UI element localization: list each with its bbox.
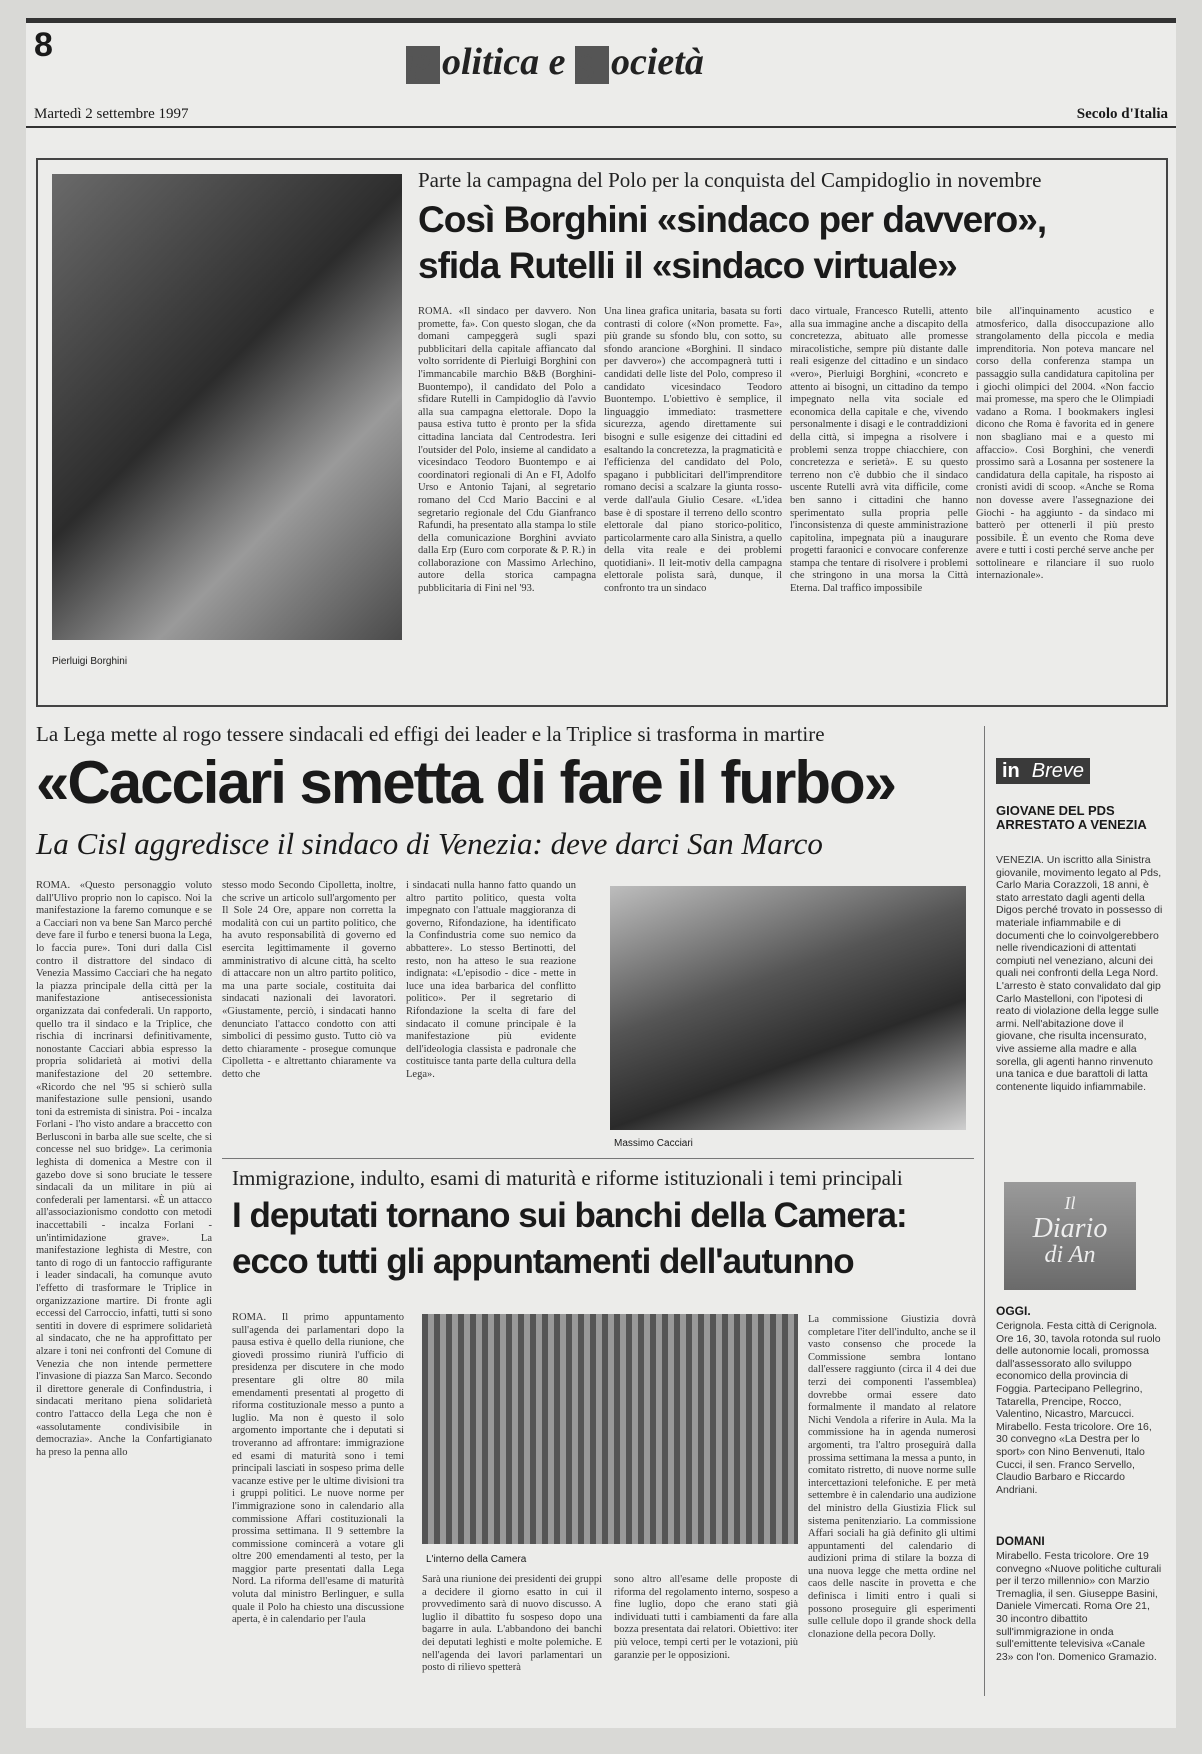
cacciari-photo-caption: Massimo Cacciari	[614, 1138, 693, 1149]
diario-today-text: Cerignola. Festa città di Cerignola. Ore 16, 30, tavola rotonda sul ruolo delle autonomie locali, promossa dall'assessorato allo sviluppo economico della provincia di Foggia. Partecipano Pellegrino, Tatarella, Prencipe, Rocco, Valentino, Nicastro, Marcucci. Mirabello. Festa tricolore. Ore 16, 30 convegno «La Destra per lo sport» con Nino Benvenuti, Italo Cucci, il sen. Franco Servello, Claudio Barbaro e Riccardo Andriani.	[996, 1320, 1161, 1496]
diario-tomorrow-text: Mirabello. Festa tricolore. Ore 19 convegno «Nuove politiche culturali per il terzo millennio» con Marzio Tremaglia, il sen. Giuseppe Basini, Daniele Vimercati. Roma Ore 21, 30 incontro dibattito sull'immigrazione in onda sull'emittente televisiva «Canale 23» con l'on. Domenico Gramazio.	[996, 1550, 1162, 1663]
borghini-photo-caption: Pierluigi Borghini	[52, 656, 128, 667]
diario-today-label: OGGI.	[996, 1304, 1031, 1318]
camera-photo-caption: L'interno della Camera	[426, 1554, 527, 1565]
diario-tomorrow-label: DOMANI	[996, 1534, 1045, 1548]
in-breve-logo-breve: Breve	[1026, 758, 1090, 784]
camera-kicker: Immigrazione, indulto, esami di maturità e riforme istituzionali i temi principali	[232, 1166, 903, 1190]
brief-body: VENEZIA. Un iscritto alla Sinistra giovanile, movimento legato al Pds, Carlo Maria Corazzoli, 18 anni, è stato arrestato dagli agenti della Digos perché trovato in possesso di materiale infiammabile e di documenti che lo coinvolgerebbero nelle rivendicazioni di attentati compiuti nel veneziano, alcuni dei quali nei confronti della Lega Nord. L'arresto è stato convalidato dal gip Carlo Mastelloni, con l'ipotesi di reato di violazione della legge sulle armi. Nell'abitazione dove il giovane, che risulta incensurato, vive assieme alla madre e alla sorella, gli agenti hanno rinvenuto una tanica e due barattoli di latta contenente liquido infiammabile.	[996, 854, 1163, 1093]
cacciari-subhead: La Cisl aggredisce il sindaco di Venezia: deve darci San Marco	[36, 826, 823, 861]
camera-headline-line1: I deputati tornano sui banchi della Camera:	[232, 1196, 907, 1235]
article-borghini-box	[36, 158, 1168, 707]
diario-logo-line1: Il	[1064, 1193, 1076, 1213]
camera-column-4: La commissione Giustizia dovrà completare l'iter dell'indulto, anche se il vasto consenso che procede la Commissione sembra lontano dall'essere raggiunto (circa il 4 dei due terzi dei componenti l'assemblea) dovrebbe ormai essere dato formalmente il mandato al relatore Nichi Vendola a riferire in Aula. Ma la commissione ha in agenda numerosi argomenti, tra l'altro proseguirà dalla prossima settimana la messa a punto, in comitato ristretto, di nuove norme sulle intercettazioni telefoniche. E per metà settembre è in calendario una audizione del ministro della Giustizia Flick sul sistema penitenziario. La commissione Affari sociali ha già definito gli ultimi appuntamenti del calendario di audizioni prima di stilare la bozza di una nuova legge che metta ordine nel caos delle nascite in provetta e che definisca i limiti entro i quali si possono proseguire gli esperimenti sulle cellule dopo il grande shock della clonazione della pecora Dolly.	[808, 1314, 976, 1640]
sidebar-divider	[984, 726, 985, 1696]
cacciari-headline: «Cacciari smetta di fare il furbo»	[36, 749, 896, 816]
section-initial-s: S	[575, 46, 609, 84]
brief-headline: GIOVANE DEL PDS ARRESTATO A VENEZIA	[996, 803, 1147, 832]
borghini-column-3: daco virtuale, Francesco Rutelli, attento alla sua immagine anche a discapito della concretezza, abituato alle promesse miracolistiche, sempre più distante dalle reali esigenze del cittadino e un sindaco «vero», Pierluigi Borghini, «concreto e attento ai bisogni, un cittadino da tempo impegnato nella vita sociale ed economica della capitale e che, vivendo personalmente i disagi e le contraddizioni della città, si impegna a risolvere i problemi senza troppe chiacchiere, con concretezza e serietà». E su questo terreno non c'è dubbio che il sindaco uscente Rutelli avrà vita difficile, come ben sanno i cittadini che hanno sperimentato sulla propria pelle l'inconsistenza di queste amministrazione capitolina, impegnata più a inaugurare progetti faraonici e convocare conferenze stampa che tentare di risolvere i problemi che stringono in una morsa la Città Eterna. Dal traffico impossibile	[790, 306, 968, 595]
borghini-column-4: bile all'inquinamento acustico e atmosferico, dalla disoccupazione allo strangolamento della piccola e media imprenditoria. Non poteva mancare nel corso della conferenza stampa un passaggio sulla candidatura capitolina per i giochi olimpici del 2004. «Non faccio mai promesse, ma spero che le Olimpiadi vadano a Roma. I bookmakers inglesi dicono che Roma è favorita ed in genere non sbagliano mai e a questo mi affaccio». Così Borghini, che venerdì prossimo sarà a Losanna per sostenere la candidatura della capitale, ha risposto ai cronisti avidi di scoop. «Anche se Roma non dovesse avere l'assegnazione dei Giochi - ha aggiunto - da sindaco mi batterò per ottenerli il più presto possibile. È un evento che Roma deve avere e tutti i costi perché serve anche per sottolineare e rilanciare il suo ruolo internazionale».	[976, 306, 1154, 582]
newspaper-name: Secolo d'Italia	[1076, 106, 1168, 122]
diario-logo	[1004, 1182, 1136, 1290]
camera-headline-line2: ecco tutti gli appuntamenti dell'autunno	[232, 1242, 854, 1281]
camera-photo	[422, 1314, 798, 1544]
page-number: 8	[34, 26, 53, 64]
article3-top-rule	[222, 1158, 974, 1159]
newspaper-page	[26, 18, 1176, 1728]
camera-column-1: ROMA. Il primo appuntamento sull'agenda dei parlamentari dopo la pausa estiva è quello della riunione, che giovedì prossimo riunirà l'ufficio di presidenza per discutere in che modo presentare gli oltre 80 mila emendamenti presentati al progetto di riforma costituzionale messo a punto a luglio. Ma non è questo il solo argomento importante che i deputati si troveranno ad affrontare: immigrazione ed esami di maturità sono i temi principali lasciati in sospeso prima delle vacanze estive per le ultime divisioni tra i gruppi politici. Le nuove norme per l'immigrazione sono in calendario alla commissione Affari costituzionali la prossima settimana. Il 9 settembre la commissione comincerà a votare gli oltre 200 emendamenti al testo, per la maggior parte presentati dalla Lega Nord. La riforma dell'esame di maturità voluta dal ministro Berlinguer, e sulla quale il Polo ha chiesto una discussione aperta, è in calendario per l'aula	[232, 1312, 404, 1626]
borghini-column-1: ROMA. «Il sindaco per davvero. Non promette, fa». Con questo slogan, che da domani campeggerà sugli spazi pubblicitari della capitale affiancato dal volto sorridente di Pierluigi Borghini con l'immancabile marchio B&B (Borghini-Buontempo), il candidato del Polo a sfidare Rutelli in Campidoglio dà l'avvio alla sua campagna elettorale. Dopo la pausa estiva tutto è pronto per la sfida cittadina lanciata dal Centrodestra. Ieri l'outsider del Polo, insieme al candidato a vicesindaco Teodoro Buontempo e ai coordinatori regionali di An e FI, Adolfo Urso e Antonio Tajani, al segretario romano del Ccd Mario Baccini e al segretario regionale del Cdu Gianfranco Rafundi, ha presentato alla stampa lo stile della comunicazione Borghini avviato dalla Erp (Euro com corporate & P. R.) in collaborazione con Massimo Arlechino, autore della storica campagna pubblicitaria di Fini nel '93.	[418, 306, 596, 595]
borghini-headline-line1: Così Borghini «sindaco per davvero»,	[418, 199, 1047, 240]
section-title	[406, 40, 704, 89]
section-initial-p: P	[406, 46, 440, 84]
in-breve-logo-in: in	[996, 758, 1026, 784]
cacciari-kicker: La Lega mette al rogo tessere sindacali ed effigi dei leader e la Triplice si trasforma in martire	[36, 722, 825, 746]
in-breve-logo	[996, 760, 1090, 783]
top-rule	[26, 18, 1176, 23]
cacciari-column-1: ROMA. «Questo personaggio voluto dall'Ulivo proprio non lo capisco. Noi la manifestazione la faremo comunque e se a Cacciari non va bene San Marco perché deve fare il furbo e tenersi buona la Lega, lo faccia pure». Toni duri dalla Cisl contro il distrattore del sindaco di Venezia Massimo Cacciari che ha negato la piazza principale della città per la manifestazione antisecessionista organizzata dai confederali. Un rapporto, quello tra il sindaco e la Triplice, che rischia di incrinarsi definitivamente, nonostante Cacciari abbia espresso la propria solidarietà ai motivi della manifestazione del 20 settembre. «Ricordo che nel '95 si schierò sulla manifestazione sulle pensioni, usando toni da estremista di sinistra. Poi - incalza Forlani - l'ho visto andare a braccetto con Berlusconi in barba alle sue scelte, che si concesse nel suo bridge». La cerimonia leghista di domenica a Mestre con il gazebo dove si sono bruciate le tessere sindacali da un militare in più ai confederali per lamentarsi. «È un attacco all'associazionismo condotto con metodi inaccettabili - incalza Forlani - un'intimidazione grave». La manifestazione leghista di Mestre, con tanto di rogo di un fantoccio raffigurante i leader sindacali, ha comunque avuto l'effetto di trasformare le Triplice in organizzazione martire. Di fronte agli eccessi del Carroccio, infatti, tutti si sono sentiti in dovere di esprimere solidarietà al sindacato, che ne ha approfittato per alzare i toni nei confronti del Comune di Venezia che non intende permettere l'invasione di piazza San Marco. Secondo il direttore generale di Confindustria, i sindacati meritano piena solidarietà contro l'attacco della Lega che non è «assolutamente condivisibile in democrazia». Anche la Confartigianato ha preso la penna allo	[36, 880, 212, 1458]
borghini-column-2: Una linea grafica unitaria, basata su forti contrasti di colore («Non promette. Fa», più grande su sfondo blu, con sotto, su sfondo arancione «Borghini. Il sindaco per davvero») che accompagnerà tutti i candidati delle liste del Polo, compreso il candidato vicesindaco Teodoro Buontempo. L'obiettivo è semplice, il linguaggio immediato: trasmettere sicurezza, agendo direttamente sui bisogni e sulle esigenze dei cittadini ed esaltando la concretezza, la pragmaticità e l'efficienza del candidato del Polo, spagano i pubblicitari dell'imprenditore romano decisi a scalzare la giunta rosso-verde dall'aula Giulio Cesare. «L'idea base è di spostare il terreno dello scontro elettorale dal piano storico-politico, particolarmente caro alla Sinistra, a quello della vita reale e dei problemi quotidiani». Il leit-motiv della campagna elettorale polista sarà, dunque, il confronto tra un sindaco	[604, 306, 782, 595]
section-title-part1: olitica e	[442, 41, 575, 83]
borghini-headline-line2: sfida Rutelli il «sindaco virtuale»	[418, 245, 957, 286]
cacciari-column-2: stesso modo Secondo Cipolletta, inoltre, che scrive un articolo sull'argomento per Il Sole 24 Ore, appare non corretta la modalità con cui un partito politico, che ha avuto responsabilità di governo ed esercita legittimamente il governo amministrativo di alcune città, ha scelto di attaccare non un altro partito politico, ma una parte sociale, costituita dai sindacati nazionali dei lavoratori. «Giustamente, perciò, i sindacati hanno denunciato l'attacco condotto con atti simbolici di pessimo gusto. Tutto ciò va detto chiaramente - prosegue comunque Cipolletta - e altrettanto chiaramente va detto che	[222, 880, 396, 1080]
cacciari-column-3: i sindacati nulla hanno fatto quando un altro partito politico, questa volta impegnato con l'attuale maggioranza di governo, Rifondazione, ha identificato la Confindustria come suo nemico da abbattere». Lo stesso Bertinotti, del resto, non ha atteso le sua reazione indignata: «L'episodio - dice - mette in luce una idea barbarica del conflitto politico». Per il segretario di Rifondazione la scelta di fare del sindacato il comune principale è la manifestazione più evidente dell'ideologia classista e padronale che costituisce tanta parte della cultura della Lega».	[406, 880, 576, 1080]
diario-logo-line2: Diario	[1032, 1213, 1108, 1244]
header-rule	[26, 126, 1176, 128]
issue-date: Martedì 2 settembre 1997	[34, 106, 189, 122]
borghini-photo	[52, 174, 402, 640]
diario-logo-line3: di An	[1044, 1242, 1096, 1268]
cacciari-photo	[610, 886, 966, 1130]
section-title-part2: ocietà	[610, 41, 704, 83]
borghini-kicker: Parte la campagna del Polo per la conquista del Campidoglio in novembre	[418, 168, 1042, 192]
camera-column-3: sono altro all'esame delle proposte di riforma del regolamento interno, sospeso a fine luglio, dopo che erano stati già individuati tutti i cambiamenti da fare alla bozza presentata dai relatori. Obiettivo: iter più veloce, tempi certi per le votazioni, più garanzie per le opposizioni.	[614, 1574, 798, 1661]
camera-column-2: Sarà una riunione dei presidenti dei gruppi a decidere il giorno esatto in cui il provvedimento sarà di nuovo discusso. A luglio il dibattito fu sospeso dopo una bagarre in aula. L'abbandono dei banchi dei deputati leghisti e molte polemiche. E nell'agenda dei lavori parlamentari un posto di rilievo spetterà	[422, 1574, 602, 1674]
